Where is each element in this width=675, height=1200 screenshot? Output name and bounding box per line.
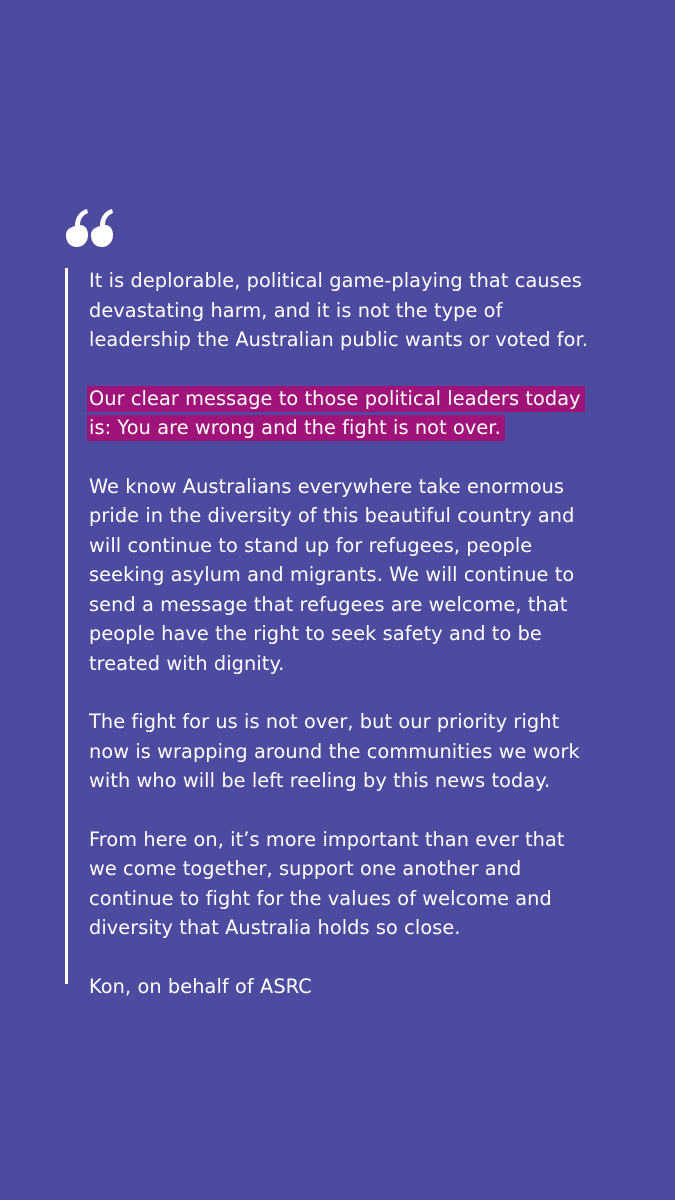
highlighted-line: is: You are wrong and the fight is not over. bbox=[87, 415, 505, 441]
paragraph-5-line: diversity that Australia holds so close. bbox=[89, 916, 461, 939]
highlighted-message bbox=[89, 384, 649, 443]
paragraph-3-line: We know Australians everywhere take enormous bbox=[89, 474, 565, 498]
paragraph-3-line: pride in the diversity of this beautiful country and bbox=[89, 504, 575, 527]
paragraph-3-line: people have the right to seek safety and to be bbox=[89, 622, 542, 645]
paragraph-3-line: will continue to stand up for refugees, people bbox=[89, 533, 533, 557]
paragraph-4 bbox=[89, 707, 649, 796]
left-double-quote-icon bbox=[64, 206, 116, 250]
paragraph-1 bbox=[89, 266, 649, 355]
signature: Kon, on behalf of ASRC bbox=[89, 974, 312, 998]
paragraph-1-line: devastating harm, and it is not the type of bbox=[89, 298, 503, 322]
paragraph-5-line: From here on, it’s more important than ever that bbox=[89, 827, 565, 851]
quote-body bbox=[89, 266, 649, 1030]
paragraph-4-line: The fight for us is not over, but our priority right bbox=[89, 710, 560, 733]
paragraph-5-line: continue to fight for the values of welcome and bbox=[89, 886, 552, 910]
paragraph-4-line: now is wrapping around the communities we work bbox=[89, 739, 580, 763]
paragraph-3 bbox=[89, 472, 649, 679]
paragraph-5-line: we come together, support one another and bbox=[89, 857, 522, 880]
highlighted-line: Our clear message to those political leaders today bbox=[87, 386, 585, 412]
paragraph-3-line: treated with dignity. bbox=[89, 651, 285, 675]
quote-bar bbox=[65, 268, 68, 984]
paragraph-3-line: seeking asylum and migrants. We will continue to bbox=[89, 563, 575, 586]
paragraph-4-line: with who will be left reeling by this news today. bbox=[89, 769, 551, 792]
paragraph-1-line: It is deplorable, political game-playing that causes bbox=[89, 269, 582, 292]
paragraph-1-line: leadership the Australian public wants or voted for. bbox=[89, 328, 589, 351]
paragraph-3-line: send a message that refugees are welcome, that bbox=[89, 592, 568, 616]
paragraph-5 bbox=[89, 825, 649, 943]
